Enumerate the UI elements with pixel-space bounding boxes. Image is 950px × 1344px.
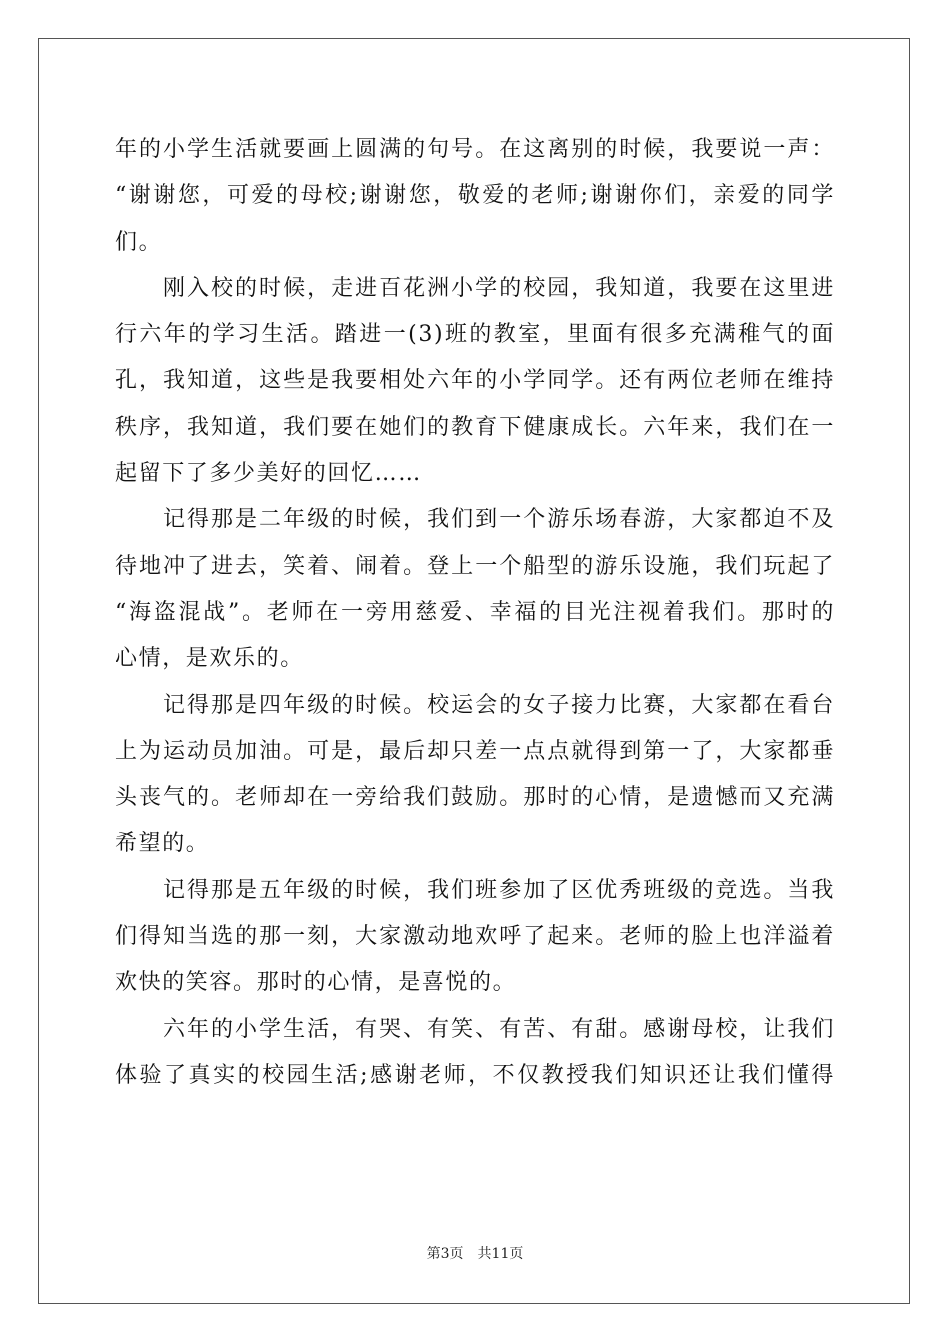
page-footer [0, 1243, 950, 1263]
text-line: 记得那是四年级的时候。校运会的女子接力比赛，大家都在看台 [163, 692, 835, 718]
text-line: 们。 [115, 229, 163, 255]
text-line: 起留下了多少美好的回忆…… [115, 461, 422, 487]
text-line: 行六年的学习生活。踏进一(3)班的教室，里面有很多充满稚气的面 [115, 322, 835, 348]
text-line: 记得那是五年级的时候，我们班参加了区优秀班级的竞选。当我 [163, 877, 835, 903]
page-total: 共11页 [477, 1246, 524, 1262]
text-line: 孔，我知道，这些是我要相处六年的小学同学。还有两位老师在维持 [115, 368, 835, 394]
text-line: 们得知当选的那一刻，大家激动地欢呼了起来。老师的脸上也洋溢着 [115, 924, 835, 950]
text-line: 欢快的笑容。那时的心情，是喜悦的。 [115, 970, 517, 996]
text-line: 头丧气的。老师却在一旁给我们鼓励。那时的心情，是遗憾而又充满 [115, 785, 835, 811]
text-line: “海盗混战”。老师在一旁用慈爱、幸福的目光注视着我们。那时的 [115, 599, 835, 625]
text-line: 六年的小学生活，有哭、有笑、有苦、有甜。感谢母校，让我们 [163, 1016, 835, 1042]
text-line: 记得那是二年级的时候，我们到一个游乐场春游，大家都迫不及 [163, 507, 835, 533]
text-line: 秩序，我知道，我们要在她们的教育下健康成长。六年来，我们在一 [115, 414, 835, 440]
text-line: 待地冲了进去，笑着、闹着。登上一个船型的游乐设施，我们玩起了 [115, 553, 835, 579]
page-number: 第3页 [426, 1246, 464, 1262]
text-line: 刚入校的时候，走进百花洲小学的校园，我知道，我要在这里进 [163, 275, 835, 301]
document-body [115, 127, 835, 1099]
text-line: 上为运动员加油。可是，最后却只差一点点就得到第一了，大家都垂 [115, 738, 835, 764]
paragraph-3 [115, 497, 835, 682]
text-line: “谢谢您，可爱的母校;谢谢您，敬爱的老师;谢谢你们，亲爱的同学 [115, 183, 835, 209]
text-line: 体验了真实的校园生活;感谢老师，不仅教授我们知识还让我们懂得 [115, 1062, 835, 1088]
text-line: 希望的。 [115, 831, 210, 857]
paragraph-6 [115, 1007, 835, 1100]
paragraph-1 [115, 127, 835, 266]
paragraph-4 [115, 683, 835, 868]
text-line: 年的小学生活就要画上圆满的句号。在这离别的时候，我要说一声： [115, 137, 835, 162]
paragraph-2 [115, 266, 835, 497]
paragraph-5 [115, 868, 835, 1007]
text-line: 心情，是欢乐的。 [115, 646, 304, 672]
